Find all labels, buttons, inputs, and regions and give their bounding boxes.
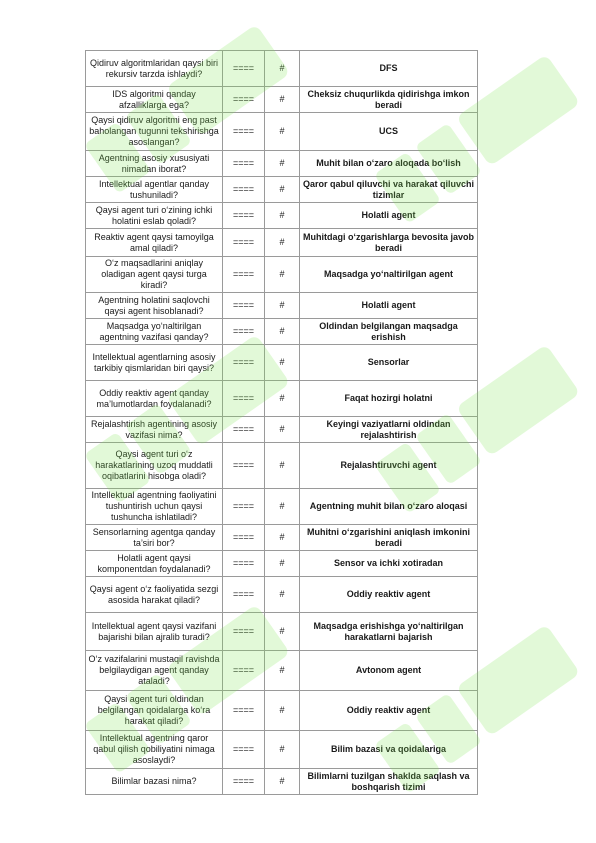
- separator-cell: ====: [223, 203, 265, 229]
- answer-cell: Sensorlar: [300, 345, 478, 381]
- separator-cell: ====: [223, 381, 265, 417]
- table-row: [86, 551, 478, 577]
- question-cell: Intellektual agentning faoliyatini tushuntirish uchun qaysi tushuncha ishlatiladi?: [86, 489, 223, 525]
- question-cell: Sensorlarning agentga qanday ta’siri bor?: [86, 525, 223, 551]
- answer-cell: Faqat hozirgi holatni: [300, 381, 478, 417]
- answer-cell: Oldindan belgilangan maqsadga erishish: [300, 319, 478, 345]
- table-row: [86, 769, 478, 795]
- question-cell: Reaktiv agent qaysi tamoyilga amal qiladi?: [86, 229, 223, 257]
- table-row: [86, 731, 478, 769]
- marker-cell: #: [265, 87, 300, 113]
- marker-cell: #: [265, 731, 300, 769]
- question-cell: Qaysi agent turi oldindan belgilangan qoidalarga ko‘ra harakat qiladi?: [86, 691, 223, 731]
- answer-cell: Sensor va ichki xotiradan: [300, 551, 478, 577]
- question-cell: IDS algoritmi qanday afzalliklarga ega?: [86, 87, 223, 113]
- answer-cell: Keyingi vaziyatlarni oldindan rejalashtirish: [300, 417, 478, 443]
- separator-cell: ====: [223, 489, 265, 525]
- table-row: [86, 203, 478, 229]
- separator-cell: ====: [223, 731, 265, 769]
- separator-cell: ====: [223, 613, 265, 651]
- table-row: [86, 577, 478, 613]
- table-row: [86, 381, 478, 417]
- marker-cell: #: [265, 489, 300, 525]
- table-row: [86, 613, 478, 651]
- answer-cell: Rejalashtiruvchi agent: [300, 443, 478, 489]
- table-row: [86, 345, 478, 381]
- answer-cell: Oddiy reaktiv agent: [300, 577, 478, 613]
- question-cell: Maqsadga yo‘naltirilgan agentning vazifasi qanday?: [86, 319, 223, 345]
- separator-cell: ====: [223, 577, 265, 613]
- answer-cell: Holatli agent: [300, 203, 478, 229]
- question-cell: Qaysi qidiruv algoritmi eng past baholangan tugunni tekshirishga asoslangan?: [86, 113, 223, 151]
- separator-cell: ====: [223, 51, 265, 87]
- table-row: [86, 417, 478, 443]
- marker-cell: #: [265, 577, 300, 613]
- marker-cell: #: [265, 319, 300, 345]
- marker-cell: #: [265, 177, 300, 203]
- answer-cell: Oddiy reaktiv agent: [300, 691, 478, 731]
- marker-cell: #: [265, 151, 300, 177]
- table-row: [86, 525, 478, 551]
- marker-cell: #: [265, 691, 300, 731]
- answer-cell: UCS: [300, 113, 478, 151]
- marker-cell: #: [265, 345, 300, 381]
- table-row: [86, 113, 478, 151]
- table-row: [86, 691, 478, 731]
- answer-cell: Bilimlarni tuzilgan shaklda saqlash va boshqarish tizimi: [300, 769, 478, 795]
- table-row: [86, 651, 478, 691]
- separator-cell: ====: [223, 257, 265, 293]
- question-answer-table: [85, 50, 478, 795]
- separator-cell: ====: [223, 691, 265, 731]
- table-row: [86, 319, 478, 345]
- separator-cell: ====: [223, 229, 265, 257]
- question-cell: Qidiruv algoritmlaridan qaysi biri rekursiv tarzda ishlaydi?: [86, 51, 223, 87]
- question-cell: O‘z vazifalarini mustaqil ravishda belgilaydigan agent qanday ataladi?: [86, 651, 223, 691]
- marker-cell: #: [265, 417, 300, 443]
- separator-cell: ====: [223, 151, 265, 177]
- separator-cell: ====: [223, 551, 265, 577]
- separator-cell: ====: [223, 525, 265, 551]
- marker-cell: #: [265, 443, 300, 489]
- answer-cell: Muhitni o‘zgarishini aniqlash imkonini beradi: [300, 525, 478, 551]
- question-cell: Rejalashtirish agentining asosiy vazifasi nima?: [86, 417, 223, 443]
- table-row: [86, 151, 478, 177]
- marker-cell: #: [265, 651, 300, 691]
- question-cell: Agentning asosiy xususiyati nimadan iborat?: [86, 151, 223, 177]
- marker-cell: #: [265, 381, 300, 417]
- separator-cell: ====: [223, 293, 265, 319]
- marker-cell: #: [265, 203, 300, 229]
- table-row: [86, 293, 478, 319]
- answer-cell: Bilim bazasi va qoidalariga: [300, 731, 478, 769]
- answer-cell: Holatli agent: [300, 293, 478, 319]
- question-cell: Qaysi agent o‘z faoliyatida sezgi asosida harakat qiladi?: [86, 577, 223, 613]
- answer-cell: Muhit bilan o‘zaro aloqada bo‘lish: [300, 151, 478, 177]
- marker-cell: #: [265, 551, 300, 577]
- separator-cell: ====: [223, 769, 265, 795]
- table-row: [86, 51, 478, 87]
- question-cell: Agentning holatini saqlovchi qaysi agent hisoblanadi?: [86, 293, 223, 319]
- separator-cell: ====: [223, 319, 265, 345]
- marker-cell: #: [265, 613, 300, 651]
- answer-cell: Maqsadga erishishga yo‘naltirilgan harakatlarni bajarish: [300, 613, 478, 651]
- question-cell: Intellektual agentlarning asosiy tarkibiy qismlaridan biri qaysi?: [86, 345, 223, 381]
- marker-cell: #: [265, 113, 300, 151]
- separator-cell: ====: [223, 177, 265, 203]
- answer-cell: Maqsadga yo‘naltirilgan agent: [300, 257, 478, 293]
- marker-cell: #: [265, 229, 300, 257]
- separator-cell: ====: [223, 417, 265, 443]
- table-row: [86, 443, 478, 489]
- marker-cell: #: [265, 525, 300, 551]
- marker-cell: #: [265, 257, 300, 293]
- table-row: [86, 229, 478, 257]
- separator-cell: ====: [223, 443, 265, 489]
- separator-cell: ====: [223, 651, 265, 691]
- marker-cell: #: [265, 293, 300, 319]
- marker-cell: #: [265, 51, 300, 87]
- answer-cell: Cheksiz chuqurlikda qidirishga imkon beradi: [300, 87, 478, 113]
- question-cell: Intellektual agentlar qanday tushuniladi?: [86, 177, 223, 203]
- question-cell: Qaysi agent turi o‘zining ichki holatini eslab qoladi?: [86, 203, 223, 229]
- separator-cell: ====: [223, 345, 265, 381]
- question-cell: Holatli agent qaysi komponentdan foydalanadi?: [86, 551, 223, 577]
- table-row: [86, 257, 478, 293]
- question-cell: Qaysi agent turi o‘z harakatlarining uzoq muddatli oqibatlarini hisobga oladi?: [86, 443, 223, 489]
- answer-cell: Agentning muhit bilan o‘zaro aloqasi: [300, 489, 478, 525]
- question-cell: Intellektual agent qaysi vazifani bajarishi bilan ajralib turadi?: [86, 613, 223, 651]
- separator-cell: ====: [223, 87, 265, 113]
- answer-cell: Qaror qabul qiluvchi va harakat qiluvchi tizimlar: [300, 177, 478, 203]
- table-row: [86, 489, 478, 525]
- table-row: [86, 177, 478, 203]
- question-cell: Bilimlar bazasi nima?: [86, 769, 223, 795]
- answer-cell: DFS: [300, 51, 478, 87]
- separator-cell: ====: [223, 113, 265, 151]
- question-cell: O‘z maqsadlarini aniqlay oladigan agent qaysi turga kiradi?: [86, 257, 223, 293]
- marker-cell: #: [265, 769, 300, 795]
- answer-cell: Avtonom agent: [300, 651, 478, 691]
- question-cell: Oddiy reaktiv agent qanday ma’lumotlardan foydalanadi?: [86, 381, 223, 417]
- answer-cell: Muhitdagi o‘zgarishlarga bevosita javob beradi: [300, 229, 478, 257]
- table-row: [86, 87, 478, 113]
- question-cell: Intellektual agentning qaror qabul qilish qobiliyatini nimaga asoslaydi?: [86, 731, 223, 769]
